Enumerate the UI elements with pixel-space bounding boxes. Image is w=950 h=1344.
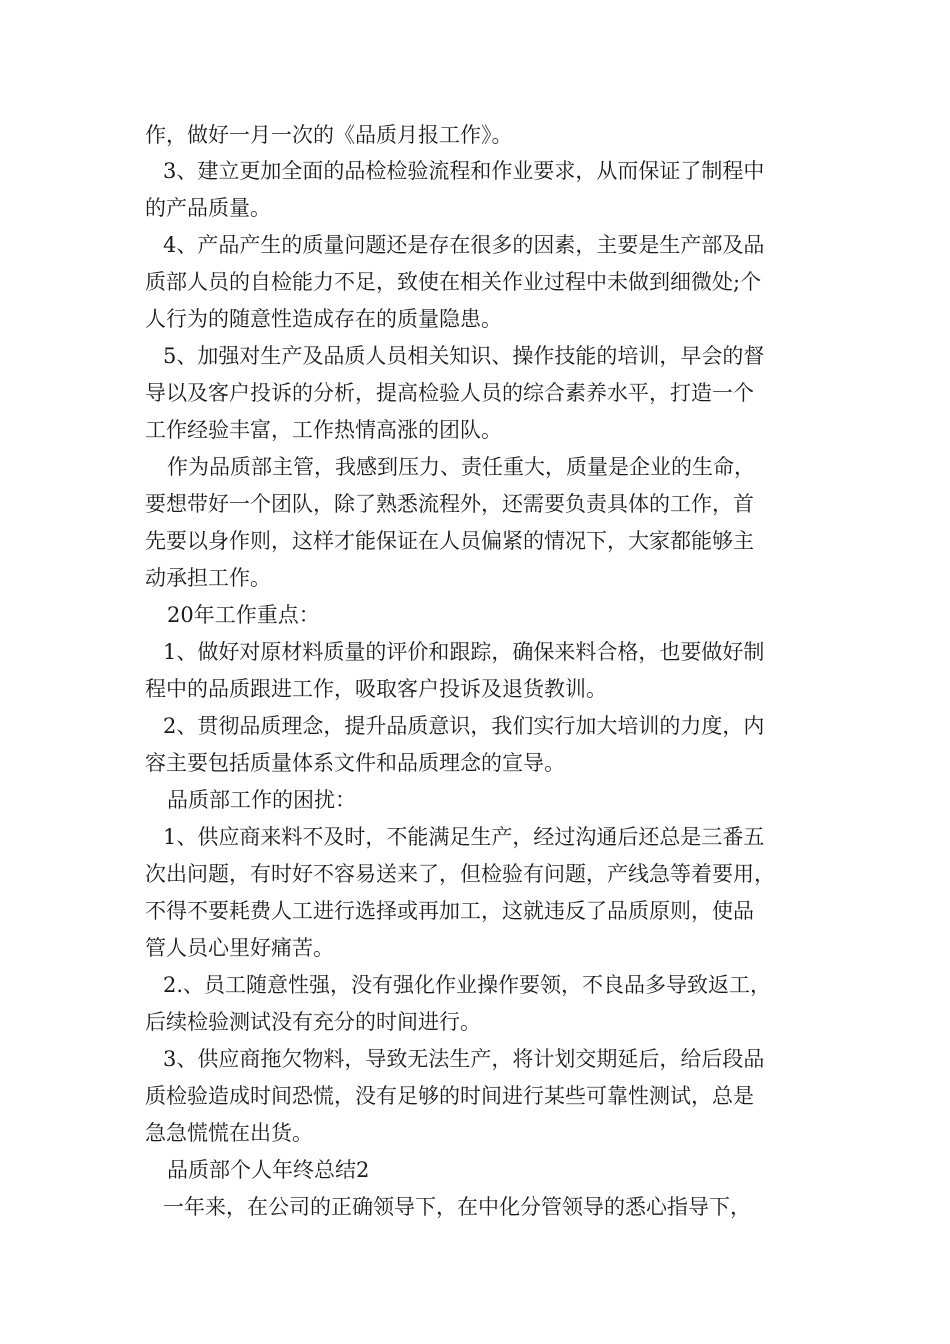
text-line: 先要以身作则，这样才能保证在人员偏紧的情况下，大家都能够主	[145, 529, 754, 553]
text-line: 容主要包括质量体系文件和品质理念的宣导。	[145, 751, 565, 775]
text-line: 1、供应商来料不及时，不能满足生产，经过沟通后还总是三番五	[163, 825, 765, 849]
section-heading: 品质部个人年终总结2	[167, 1158, 370, 1182]
text-line: 作，做好一月一次的《品质月报工作》。	[145, 123, 513, 147]
text-line: 工作经验丰富，工作热情高涨的团队。	[145, 418, 502, 442]
section-heading: 品质部工作的困扰：	[167, 788, 356, 812]
text-line: 导以及客户投诉的分析，提高检验人员的综合素养水平，打造一个	[145, 381, 754, 405]
text-line: 人行为的随意性造成存在的质量隐患。	[145, 307, 502, 331]
text-line: 程中的品质跟进工作，吸取客户投诉及退货教训。	[145, 677, 607, 701]
text-line: 动承担工作。	[145, 566, 271, 590]
text-line: 1、做好对原材料质量的评价和跟踪，确保来料合格，也要做好制	[163, 640, 765, 664]
text-line: 一年来，在公司的正确领导下，在中化分管领导的悉心指导下，	[163, 1195, 751, 1219]
section-heading: 20年工作重点：	[167, 603, 320, 627]
text-line: 2、贯彻品质理念，提升品质意识，我们实行加大培训的力度，内	[163, 714, 765, 738]
text-line: 3、建立更加全面的品检检验流程和作业要求，从而保证了制程中	[163, 159, 765, 183]
text-line: 的产品质量。	[145, 196, 271, 220]
text-line: 质检验造成时间恐慌，没有足够的时间进行某些可靠性测试，总是	[145, 1084, 754, 1108]
text-line: 后续检验测试没有充分的时间进行。	[145, 1010, 481, 1034]
text-line: 不得不要耗费人工进行选择或再加工，这就违反了品质原则，使品	[145, 899, 754, 923]
text-line: 要想带好一个团队，除了熟悉流程外，还需要负责具体的工作，首	[145, 492, 754, 516]
text-line: 急急慌慌在出货。	[145, 1121, 313, 1145]
text-line: 次出问题，有时好不容易送来了，但检验有问题，产线急等着要用，	[145, 862, 775, 886]
text-line: 管人员心里好痛苦。	[145, 936, 334, 960]
text-line: 5、加强对生产及品质人员相关知识、操作技能的培训，早会的督	[163, 344, 765, 368]
text-line: 作为品质部主管，我感到压力、责任重大，质量是企业的生命，	[167, 455, 755, 479]
text-line: 4、产品产生的质量问题还是存在很多的因素，主要是生产部及品	[163, 233, 765, 257]
text-line: 3、供应商拖欠物料，导致无法生产，将计划交期延后，给后段品	[163, 1047, 765, 1071]
text-line: 质部人员的自检能力不足，致使在相关作业过程中未做到细微处;个	[145, 270, 762, 294]
text-line: 2.、员工随意性强，没有强化作业操作要领，不良品多导致返工，	[163, 973, 772, 997]
